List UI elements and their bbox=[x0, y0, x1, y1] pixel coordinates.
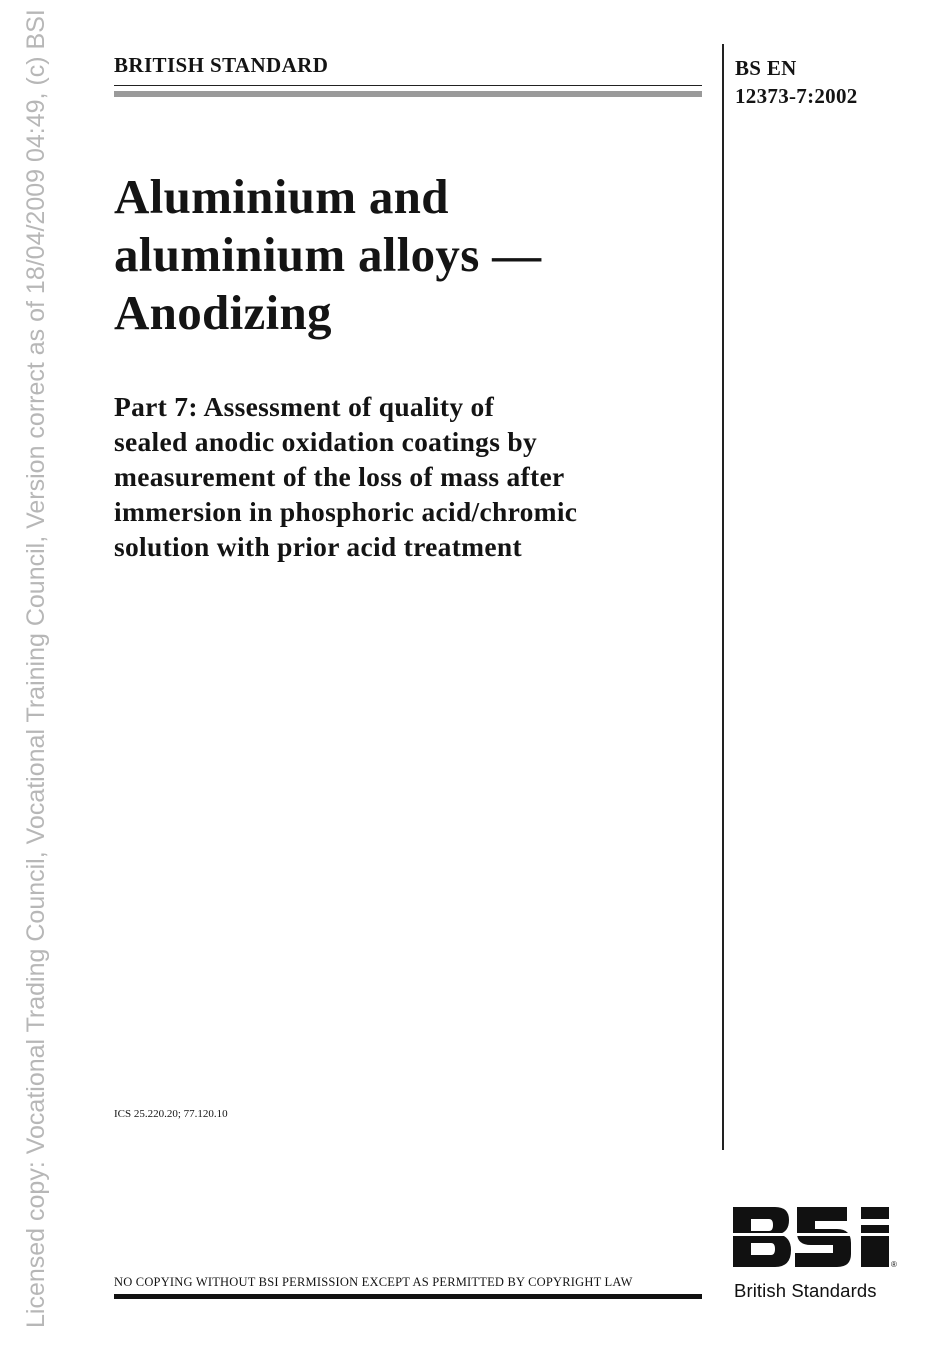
subtitle-line-1: Part 7: Assessment of quality of bbox=[114, 391, 495, 422]
standard-number bbox=[735, 54, 858, 110]
column-divider bbox=[722, 44, 724, 1150]
standard-number-line2: 12373-7:2002 bbox=[735, 84, 858, 108]
footer-rule bbox=[114, 1294, 702, 1299]
subtitle-line-5: solution with prior acid treatment bbox=[114, 531, 522, 562]
document-title bbox=[114, 168, 704, 342]
subtitle-line-2: sealed anodic oxidation coatings by bbox=[114, 426, 538, 457]
license-watermark bbox=[20, 0, 72, 1345]
copyright-notice: NO COPYING WITHOUT BSI PERMISSION EXCEPT AS PERMITTED BY COPYRIGHT LAW bbox=[114, 1275, 633, 1289]
watermark-text: Licensed copy: Vocational Trading Council, Vocational Training Council, Version correct as of 18/04/2009 04:49, (c) BSI bbox=[22, 9, 50, 1328]
subtitle-line-3: measurement of the loss of mass after bbox=[114, 461, 565, 492]
header-rule-thick bbox=[114, 91, 702, 97]
standard-number-line1: BS EN bbox=[735, 56, 797, 80]
header-rule-thin bbox=[114, 85, 702, 86]
document-subtitle bbox=[114, 389, 714, 564]
title-line-3: Anodizing bbox=[114, 285, 332, 340]
title-line-1: Aluminium and bbox=[114, 169, 449, 224]
ics-code: ICS 25.220.20; 77.120.10 bbox=[114, 1108, 228, 1120]
registered-mark: ® bbox=[891, 1260, 897, 1269]
subtitle-line-4: immersion in phosphoric acid/chromic bbox=[114, 496, 578, 527]
logo-caption: British Standards bbox=[734, 1280, 877, 1301]
title-line-2: aluminium alloys — bbox=[114, 227, 542, 282]
series-label: BRITISH STANDARD bbox=[114, 53, 329, 77]
